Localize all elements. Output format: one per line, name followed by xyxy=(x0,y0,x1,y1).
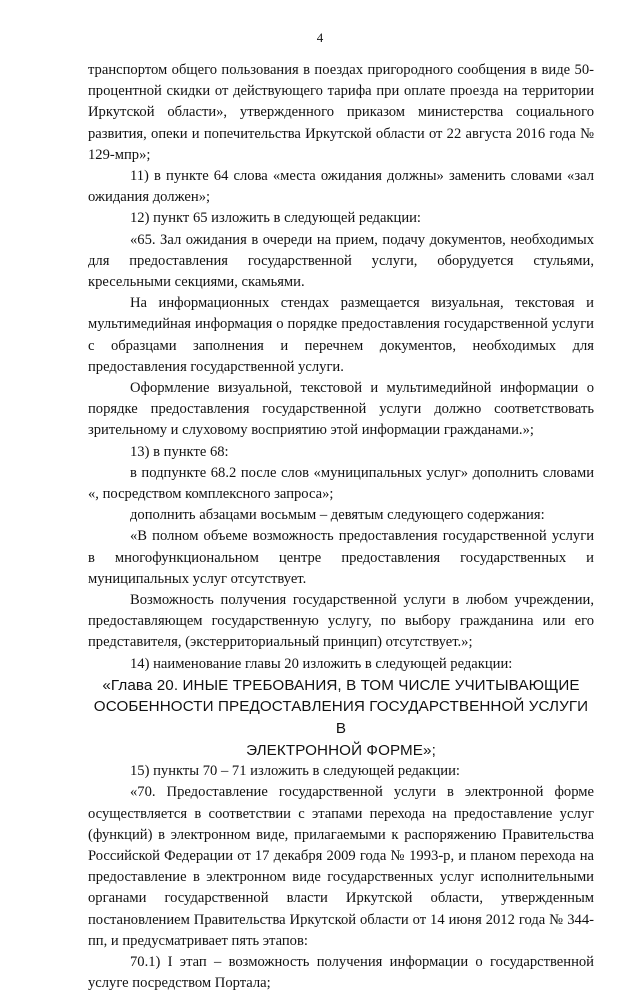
paragraph: «65. Зал ожидания в очереди на прием, подачу документов, необходимых для предоставления государственной услуги, оборудуется стульями, кресельными секциями, скамьями. xyxy=(88,231,594,291)
paragraph: «В полном объеме возможность предоставления государственной услуги в многофункциональном центре предоставления государственных и муниципальных услуг отсутствует. xyxy=(88,528,594,587)
paragraph: дополнить абзацами восьмым – девятым следующего содержания: xyxy=(130,507,545,524)
paragraph: 70.1) I этап – возможность получения информации о государственной услуге посредством Портала; xyxy=(88,954,594,992)
paragraph: «70. Предоставление государственной услуги в электронной форме осуществляется в соответствии с этапами перехода на предоставление услуг (функций) в электронном виде, прилагаемыми к распоряжению Правительства Российской Федерации от 17 декабря 2009 года № 1993-р, и планом перехода на предоставление в электронном виде государственных услуг исполнительными органами государственной власти Иркутской области, утвержденным постановлением Правительства Иркутской области от 14 июня 2012 года № 344-пп, и предусматривает пять этапов: xyxy=(88,784,594,949)
paragraph: 12) пункт 65 изложить в следующей редакции: xyxy=(130,210,421,227)
chapter-heading-line: ЭЛЕКТРОННОЙ ФОРМЕ»; xyxy=(246,741,436,759)
paragraph: в подпункте 68.2 после слов «муниципальных услуг» дополнить словами «, посредством комплексного запроса»; xyxy=(88,464,594,503)
paragraph: На информационных стендах размещается визуальная, текстовая и мультимедийная информация о порядке предоставления государственной услуги с образцами заполнения и перечнем документов, необходимых для предоставления государственной услуги. xyxy=(88,295,594,375)
document-body xyxy=(88,60,594,995)
chapter-heading-line: «Глава 20. ИНЫЕ ТРЕБОВАНИЯ, В ТОМ ЧИСЛЕ УЧИТЫВАЮЩИЕ xyxy=(102,676,580,694)
paragraph: 11) в пункте 64 слова «места ожидания должны» заменить словами «зал ожидания должен»; xyxy=(88,168,594,206)
chapter-heading-line: ОСОБЕННОСТИ ПРЕДОСТАВЛЕНИЯ ГОСУДАРСТВЕННОЙ УСЛУГИ В xyxy=(93,698,589,738)
paragraph: 13) в пункте 68: xyxy=(130,443,229,460)
paragraph: 14) наименование главы 20 изложить в следующей редакции: xyxy=(130,655,513,672)
paragraph: Оформление визуальной, текстовой и мультимедийной информации о порядке предоставления государственной услуги должно соответствовать зрительному и слуховому восприятию этой информации гражданами.»; xyxy=(88,380,594,439)
paragraph: 15) пункты 70 – 71 изложить в следующей редакции: xyxy=(130,763,460,780)
paragraph: транспортом общего пользования в поездах пригородного сообщения в виде 50-процентной скидки от действующего тарифа при оплате проезда на территории Иркутской области», утвержденного приказом министерства социального развития, опеки и попечительства Иркутской области от 22 августа 2016 года № 129-мпр»; xyxy=(88,62,594,163)
page-number: 4 xyxy=(316,30,324,45)
chapter-heading xyxy=(88,675,594,761)
paragraph: Возможность получения государственной услуги в любом учреждении, предоставляющем государственную услугу, по выбору гражданина или его представителя, (экстерриториальный принцип) отсутствует.»; xyxy=(88,592,594,651)
